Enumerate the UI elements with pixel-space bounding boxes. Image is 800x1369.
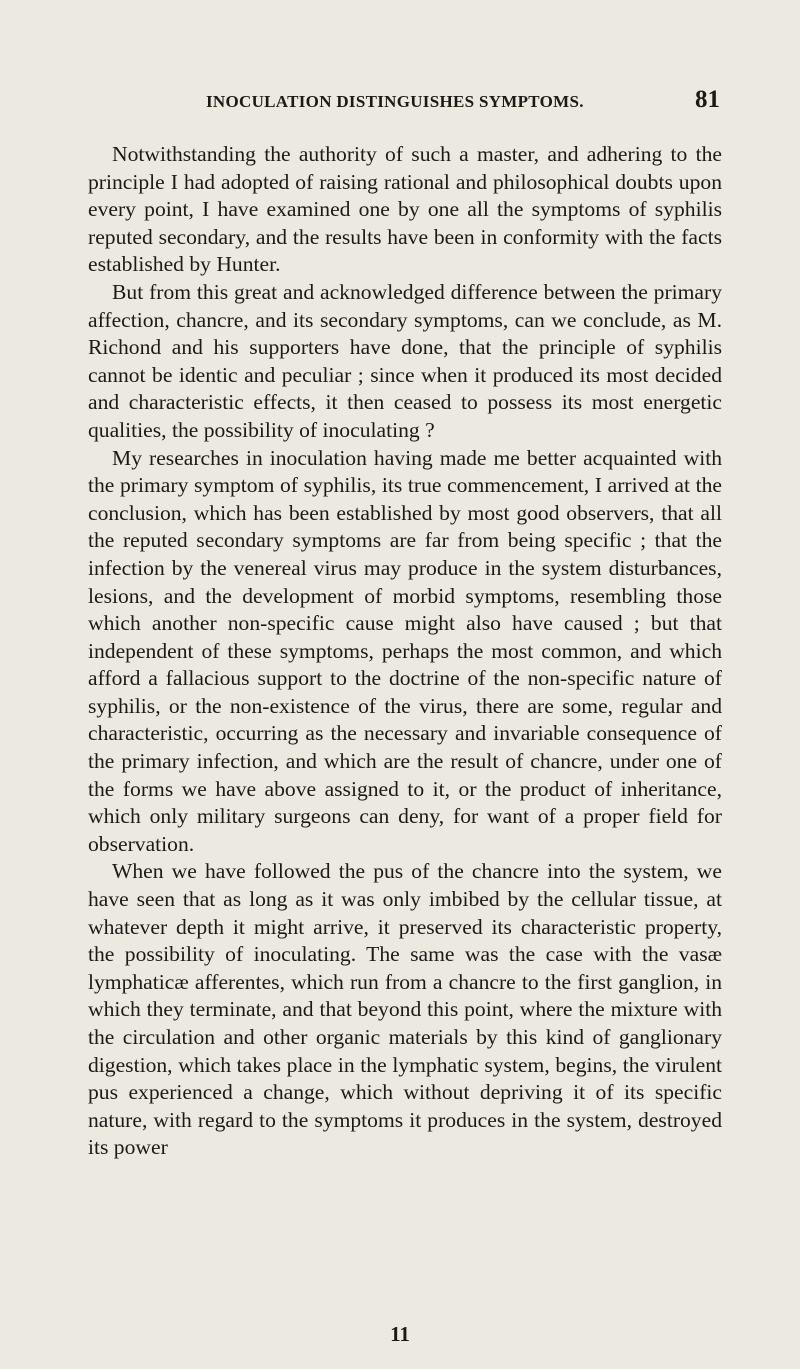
page-number-top: 81 <box>695 86 720 113</box>
paragraph-3: My researches in inoculation having made me better acquainted with the primary symptom of syphilis, its true commencement, I arrived at the conclusion, which has been established by most good observers, that all the reputed secondary symptoms are far from being specific ; that the infection by the venereal virus may produce in the system disturbances, lesions, and the development of morbid symptoms, resembling those which another non-specific cause might also have caused ; but that independent of these symptoms, perhaps the most common, and which afford a fallacious support to the doctrine of the non-specific nature of syphilis, or the non-existence of the virus, there are some, regular and characteristic, occurring as the necessary and invariable consequence of the primary infection, and which are the result of chancre, under one of the forms we have above assigned to it, or the product of inheritance, which only military surgeons can deny, for want of a proper field for observation. <box>88 445 722 856</box>
paragraph-1: Notwithstanding the authority of such a master, and adhering to the principle I had adopted of raising rational and philosophical doubts upon every point, I have examined one by one all the symptoms of syphilis reputed secondary, and the results have been in conformity with the facts established by Hunter. <box>88 142 722 277</box>
running-title: INOCULATION DISTINGUISHES SYMPTOMS. <box>206 92 584 111</box>
paragraph-2: But from this great and acknowledged difference between the primary affection, chancre, and its secondary symptoms, can we conclude, as M. Richond and his supporters have done, that the principle of syphilis cannot be identic and peculiar ; since when it produced its most decided and characteristic effects, it then ceased to possess its most energetic qualities, the possibility of inoculating ? <box>88 279 722 442</box>
running-head <box>88 88 720 114</box>
paragraph-4: When we have followed the pus of the chancre into the system, we have seen that as long as it was only imbibed by the cellular tissue, at whatever depth it might arrive, it preserved its characteristic property, the possibility of inoculating. The same was the case with the vasæ lymphaticæ afferentes, which run from a chancre to the first ganglion, in which they terminate, and that beyond this point, where the mixture with the circulation and other organic materials by this kind of ganglionary digestion, which takes place in the lymphatic system, begins, the virulent pus experienced a change, which without depriving it of its specific nature, with regard to the symptoms it produces in the system, destroyed its power <box>88 859 722 1160</box>
body-text <box>88 141 722 1162</box>
signature-mark: 11 <box>390 1322 410 1346</box>
